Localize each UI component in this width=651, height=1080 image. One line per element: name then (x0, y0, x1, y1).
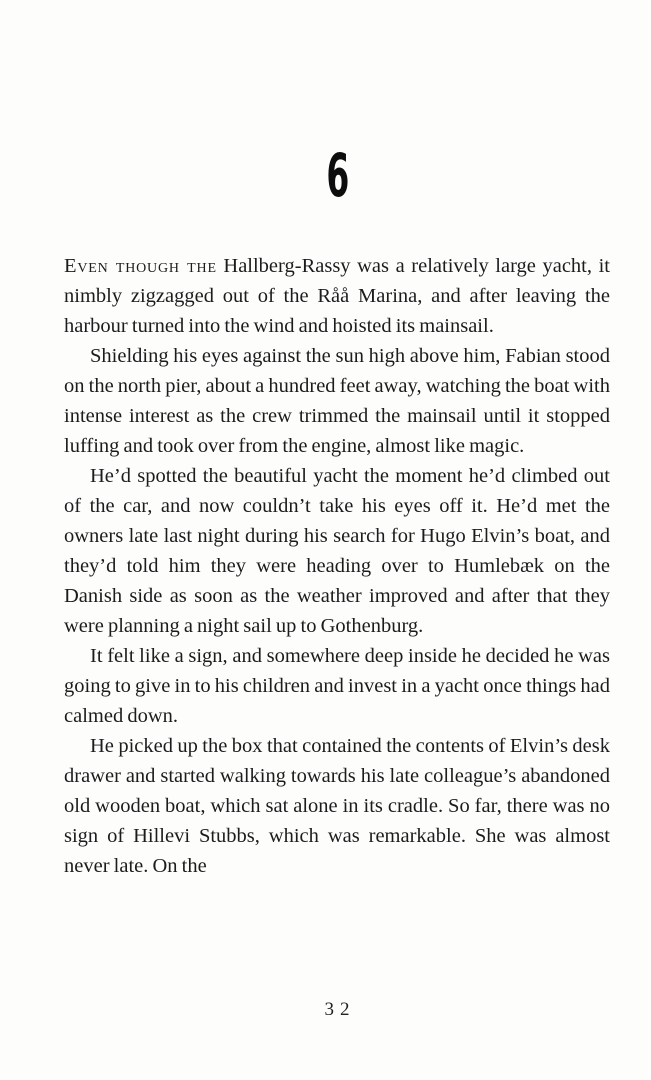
paragraph: It felt like a sign, and somewhere deep inside he decided he was going to give in to his children and invest in a yacht once things had calmed down. (64, 645, 610, 727)
page-number: 32 (324, 999, 356, 1020)
chapter-number: 6 (326, 141, 350, 211)
small-caps-lead: Even though the (64, 255, 217, 277)
paragraph: Shielding his eyes against the sun high above him, Fabian stood on the north pier, about a hundred feet away, watching the boat with intense interest as the crew trimmed the mainsail until it stopped luffing and took over from the engine, almost like magic. (64, 345, 611, 457)
body-text (64, 251, 610, 881)
paragraph: Even though the Hallberg-Rassy was a relatively large yacht, it nimbly zigzagged out of the Råå Marina, and after leaving the harbour turned into the wind and hoisted its mainsail. (64, 255, 610, 337)
chapter-heading (65, 141, 611, 211)
paragraph: He’d spotted the beautiful yacht the moment he’d climbed out of the car, and now couldn’t take his eyes off it. He’d met the owners late last night during his search for Hugo Elvin’s boat, and they’d told him they were heading over to Humlebæk on the Danish side as soon as the weather improved and after that they were planning a night sail up to Gothenburg. (64, 465, 610, 637)
paragraph: He picked up the box that contained the contents of Elvin’s desk drawer and started walking towards his late colleague’s abandoned old wooden boat, which sat alone in its cradle. So far, there was no sign of Hillevi Stubbs, which was remarkable. She was almost never late. On the (64, 735, 610, 877)
